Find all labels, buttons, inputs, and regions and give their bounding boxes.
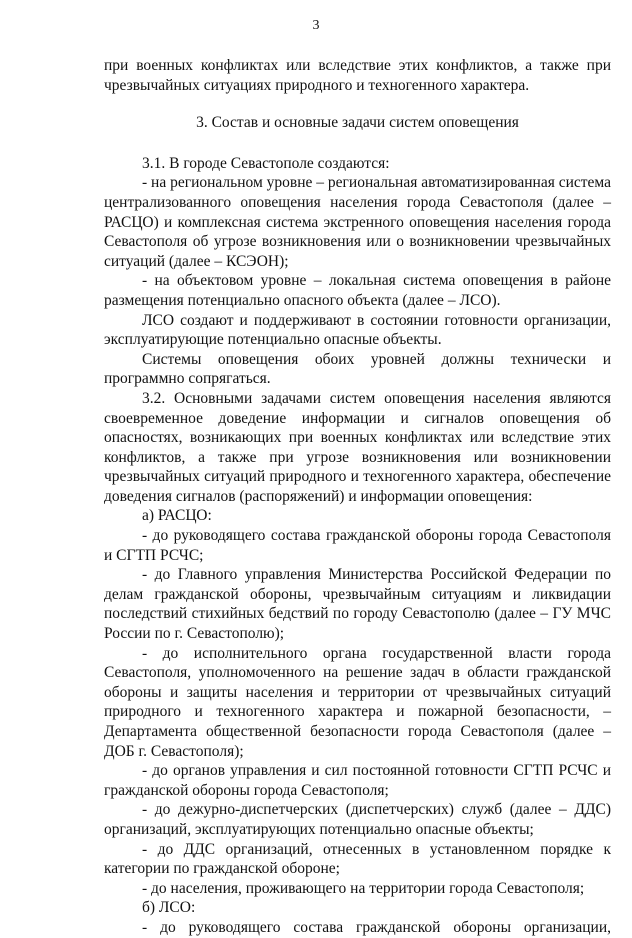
paragraph: ЛСО создают и поддерживают в состоянии готовности организации, эксплуатирующие потенциально опасные объекты. — [104, 311, 611, 349]
paragraph: 3.2. Основными задачами систем оповещения населения являются своевременное доведение информации и сигналов оповещения об опасностях, возникающих при военных конфликтах или вследствие этих конфликтов, а также при угрозе возникновения или возникновении чрезвычайных ситуаций природного и техногенного характера, обеспечение доведения сигналов (распоряжений) и информации оповещения: — [104, 389, 611, 505]
page-number: 3 — [312, 18, 320, 33]
paragraph: 3.1. В городе Севастополе создаются: — [142, 154, 390, 172]
section-heading: 3. Состав и основные задачи систем оповещения — [196, 114, 519, 132]
paragraph: - до руководящего состава гражданской обороны города Севастополя и СГТП РСЧС; — [104, 527, 611, 564]
paragraph: а) РАСЦО: — [142, 507, 212, 525]
paragraph: - до дежурно-диспетчерских (диспетчерских) служб (далее – ДДС) организаций, эксплуатирующих потенциально опасные объекты; — [104, 801, 611, 838]
paragraph: - до ДДС организаций, отнесенных в установленном порядке к категории по гражданской обороне; — [104, 840, 611, 878]
paragraph: б) ЛСО: — [142, 899, 196, 917]
paragraph: - на объектовом уровне – локальная система оповещения в районе размещения потенциально опасного объекта (далее – ЛСО). — [104, 272, 611, 309]
paragraph: - на региональном уровне – региональная автоматизированная система централизованного оповещения населения города Севастополя (далее – РАСЦО) и комплексная система экстренного оповещения населения города Севастополя об угрозе возникновения или о возникновении чрезвычайных ситуаций (далее – КСЭОН); — [104, 174, 611, 270]
paragraph: - до Главного управления Министерства Российской Федерации по делам гражданской обороны, чрезвычайным ситуациям и ликвидации последствий стихийных бедствий по городу Севастополю (далее – ГУ МЧС России по г. Севастополю); — [104, 566, 611, 643]
document-body — [104, 56, 611, 938]
paragraph: Системы оповещения обоих уровней должны технически и программно сопрягаться. — [104, 350, 611, 388]
paragraph: при военных конфликтах или вследствие этих конфликтов, а также при чрезвычайных ситуациях природного и техногенного характера. — [104, 57, 611, 94]
paragraph: - до органов управления и сил постоянной готовности СГТП РСЧС и гражданской обороны города Севастополя; — [104, 762, 611, 799]
paragraph: - до исполнительного органа государственной власти города Севастополя, уполномоченного на решение задач в области гражданской обороны и защиты населения и территории от чрезвычайных ситуаций природного и техногенного характера и пожарной безопасности, – Департамента общественной безопасности города Севастополя (далее – ДОБ г. Севастополя); — [104, 644, 611, 760]
paragraph: - до населения, проживающего на территории города Севастополя; — [142, 879, 585, 897]
paragraph: - до руководящего состава гражданской обороны организации, — [142, 918, 611, 936]
